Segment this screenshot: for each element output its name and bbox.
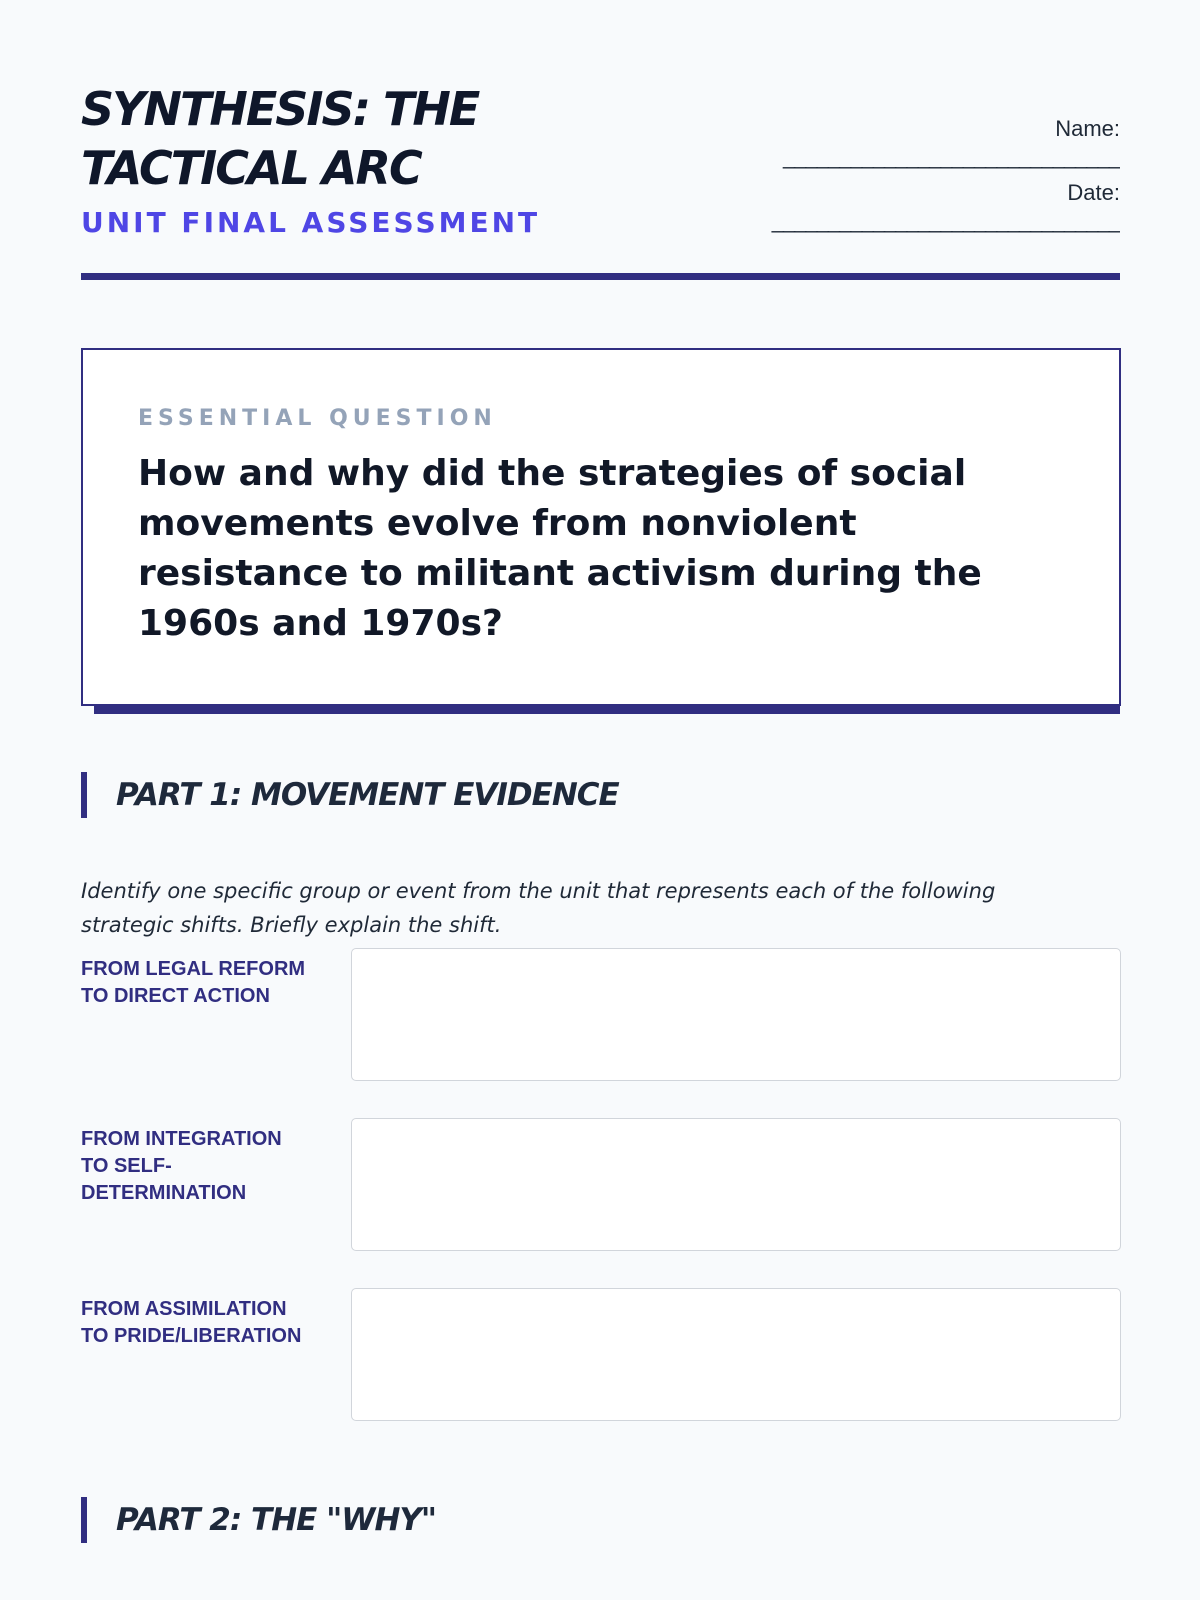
- name-label: Name:: [1055, 116, 1120, 141]
- evidence-row-label: FROM INTEGRATION TO SELF-DETERMINATION: [81, 1128, 282, 1204]
- worksheet-header: [81, 0, 1120, 280]
- date-label: Date:: [1067, 180, 1120, 205]
- evidence-row-label: FROM LEGAL REFORM TO DIRECT ACTION: [81, 958, 306, 1007]
- essential-question-label: ESSENTIAL QUESTION: [138, 406, 497, 431]
- essential-question-text: How and why did the strategies of social movements evolve from nonviolent resistance to militant activism during the 1960s and 1970s?: [138, 453, 982, 644]
- header-divider: [81, 273, 1120, 280]
- name-blank-line[interactable]: ______________________________: [782, 144, 1120, 169]
- evidence-answer-box[interactable]: [351, 1288, 1121, 1421]
- evidence-answer-box[interactable]: [351, 1118, 1121, 1251]
- evidence-row: [81, 1288, 1121, 1422]
- evidence-row: [81, 1118, 1121, 1252]
- evidence-answer-box[interactable]: [351, 948, 1121, 1081]
- essential-question-card: [81, 348, 1120, 714]
- worksheet-subtitle: UNIT FINAL ASSESSMENT: [81, 206, 541, 239]
- part1-instructions: Identify one specific group or event from the unit that represents each of the following strategic shifts. Briefly explain the shift.: [81, 879, 996, 937]
- essential-question-box: [81, 348, 1121, 706]
- worksheet-title: SYNTHESIS: THE TACTICAL ARC: [81, 82, 479, 195]
- student-info: [700, 114, 1120, 242]
- part2-heading: PART 2: THE "WHY": [81, 1497, 436, 1543]
- evidence-row: [81, 948, 1121, 1082]
- date-blank-line[interactable]: _______________________________: [771, 208, 1120, 233]
- evidence-row-label: FROM ASSIMILATION TO PRIDE/LIBERATION: [81, 1298, 302, 1347]
- part1-heading: PART 1: MOVEMENT EVIDENCE: [81, 772, 619, 818]
